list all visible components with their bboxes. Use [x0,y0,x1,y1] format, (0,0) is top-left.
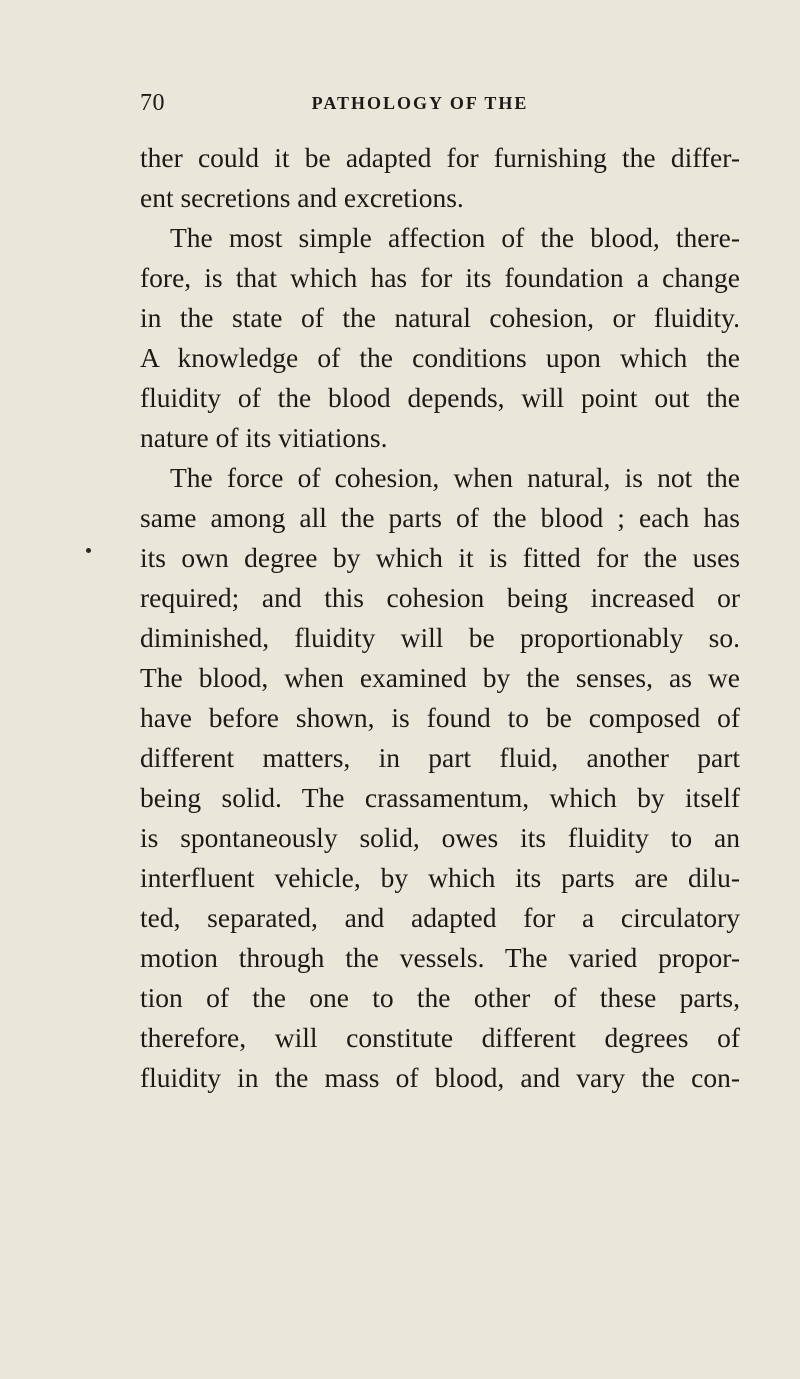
text-line: A knowledge of the conditions upon which the [140,342,740,373]
stray-ink-mark [86,548,91,553]
text-line: therefore, will constitute different degrees of [140,1022,740,1053]
text-line: different matters, in part fluid, another part [140,742,740,773]
text-line: The blood, when examined by the senses, as we [140,662,740,693]
text-line: tion of the one to the other of these parts, [140,982,740,1013]
page-number: 70 [140,90,165,116]
text-line: required; and this cohesion being increased or [140,582,740,613]
text-line: The force of cohesion, when natural, is not the [170,462,740,493]
text-line: ted, separated, and adapted for a circulatory [140,902,740,933]
text-line: diminished, fluidity will be proportionably so. [140,622,740,653]
text-line: have before shown, is found to be composed of [140,702,740,733]
text-line: its own degree by which it is fitted for the uses [140,542,740,573]
text-line: fluidity of the blood depends, will point out the [140,382,740,413]
text-line: fore, is that which has for its foundation a change [140,262,740,293]
text-line: motion through the vessels. The varied propor- [140,942,740,973]
text-line: is spontaneously solid, owes its fluidity to an [140,822,740,853]
text-line: being solid. The crassamentum, which by itself [140,782,740,813]
text-line: fluidity in the mass of blood, and vary the con- [140,1062,740,1093]
text-line: ent secretions and excretions. [140,182,464,213]
text-line: ther could it be adapted for furnishing the differ- [140,142,740,173]
body-text [140,138,740,1098]
running-title: PATHOLOGY OF THE [311,93,529,113]
running-head [140,86,740,120]
text-line: interfluent vehicle, by which its parts are dilu- [140,862,740,893]
text-line: nature of its vitiations. [140,422,388,453]
text-line: in the state of the natural cohesion, or fluidity. [140,302,740,333]
text-line: same among all the parts of the blood ; each has [140,502,740,533]
text-line: The most simple affection of the blood, there- [170,222,740,253]
